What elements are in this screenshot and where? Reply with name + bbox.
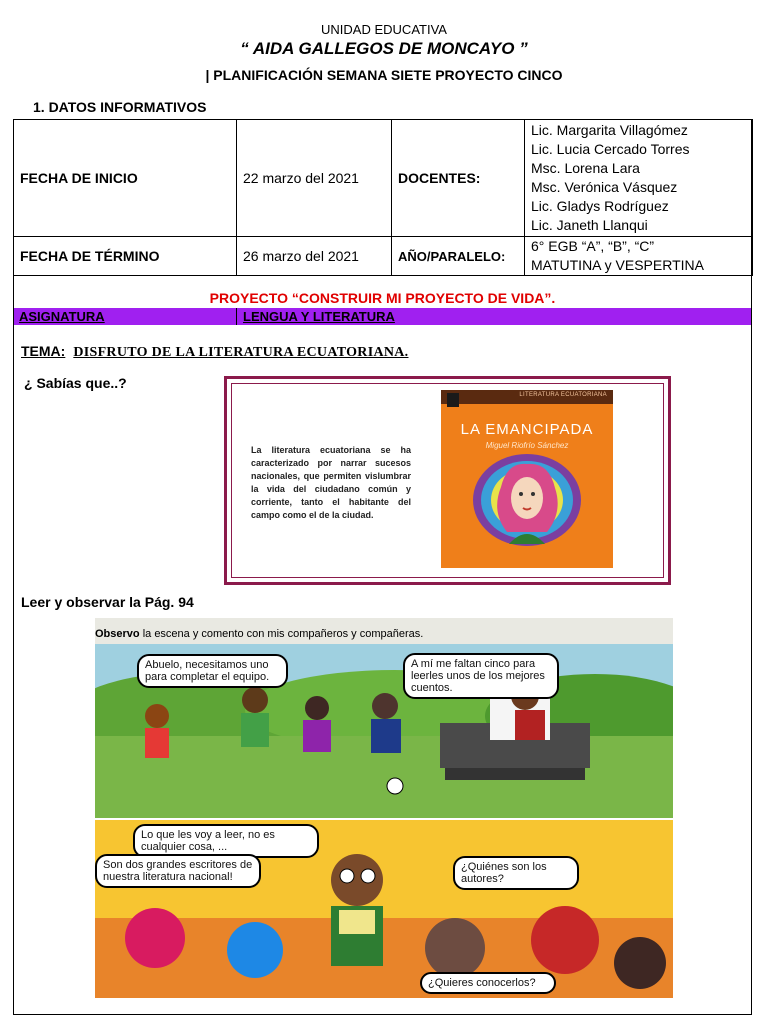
school-type: UNIDAD EDUCATIVA bbox=[321, 22, 447, 37]
grade-value bbox=[525, 237, 753, 276]
end-date-label: FECHA DE TÉRMINO bbox=[14, 237, 237, 276]
speech-bubble: ¿Quieres conocerlos? bbox=[420, 972, 556, 994]
speech-bubble: ¿Quiénes son los autores? bbox=[453, 856, 579, 890]
grade-label: AÑO/PARALELO: bbox=[392, 237, 525, 276]
grade-line: 6° EGB “A”, “B”, “C” bbox=[531, 238, 655, 254]
project-title: PROYECTO “CONSTRUIR MI PROYECTO DE VIDA”. bbox=[209, 290, 556, 306]
book-cover bbox=[441, 390, 613, 568]
teachers-list bbox=[525, 120, 753, 237]
book-illustration bbox=[471, 452, 583, 550]
grade-shift: MATUTINA y VESPERTINA bbox=[531, 257, 704, 273]
comic-instruction-bold: Observo bbox=[95, 628, 140, 640]
publisher-logo-icon bbox=[447, 393, 459, 407]
did-you-know: ¿ Sabías que..? bbox=[24, 375, 127, 391]
comic-instruction-rest: la escena y comento con mis compañeros y compañeras. bbox=[139, 628, 424, 640]
teacher-name: Msc. Lorena Lara bbox=[531, 160, 640, 176]
speech-bubble: Son dos grandes escritores de nuestra literatura nacional! bbox=[95, 854, 261, 888]
subject-value: LENGUA Y LITERATURA bbox=[243, 309, 395, 324]
section-heading: 1. DATOS INFORMATIVOS bbox=[33, 99, 207, 115]
book-header bbox=[441, 390, 613, 404]
teachers-label: DOCENTES: bbox=[392, 120, 525, 237]
subject-band bbox=[14, 308, 751, 325]
speech-bubble: Abuelo, necesitamos uno para completar el equipo. bbox=[137, 654, 288, 688]
teacher-name: Lic. Lucia Cercado Torres bbox=[531, 141, 690, 157]
info-row-end bbox=[14, 237, 753, 276]
book-title: LA EMANCIPADA bbox=[460, 421, 594, 438]
plan-title: | PLANIFICACIÓN SEMANA SIETE PROYECTO CINCO bbox=[205, 67, 563, 83]
storyteller-icon bbox=[331, 854, 383, 906]
band-divider bbox=[236, 308, 237, 325]
teacher-name: Lic. Gladys Rodríguez bbox=[531, 198, 669, 214]
info-image-frame bbox=[224, 376, 671, 585]
topic-text: DISFRUTO DE LA LITERATURA ECUATORIANA. bbox=[73, 345, 409, 360]
end-date-value: 26 marzo del 2021 bbox=[237, 237, 392, 276]
book-author: Miguel Riofrío Sánchez bbox=[485, 441, 569, 450]
book-icon bbox=[339, 910, 375, 934]
speech-bubble: A mí me faltan cinco para leerles unos de los mejores cuentos. bbox=[403, 653, 559, 699]
topic-line bbox=[21, 343, 408, 361]
subject-label: ASIGNATURA bbox=[19, 309, 105, 324]
speech-bubble: Lo que les voy a leer, no es cualquier cosa, ... bbox=[133, 824, 319, 858]
start-date-label: FECHA DE INICIO bbox=[14, 120, 237, 237]
teacher-name: Lic. Janeth Llanqui bbox=[531, 217, 648, 233]
comic-instruction bbox=[95, 628, 423, 640]
school-name: “ AIDA GALLEGOS DE MONCAYO ” bbox=[240, 39, 528, 58]
info-table bbox=[13, 119, 753, 276]
reading-instruction: Leer y observar la Pág. 94 bbox=[21, 594, 194, 610]
soccer-ball-icon bbox=[387, 778, 403, 794]
topic-label: TEMA: bbox=[21, 343, 66, 359]
info-row-start bbox=[14, 120, 753, 237]
comic-illustration bbox=[95, 618, 673, 998]
start-date-value: 22 marzo del 2021 bbox=[237, 120, 392, 237]
literature-paragraph: La literatura ecuatoriana se ha caracterizado por narrar sucesos nacionales, que permiten vislumbrar la vida del ciudadano común y corriente, tanto el habitante del campo como el de la ciudad. bbox=[251, 445, 411, 520]
teacher-name: Lic. Margarita Villagómez bbox=[531, 122, 688, 138]
face-icon bbox=[511, 477, 543, 519]
book-series: LITERATURA ECUATORIANA bbox=[519, 392, 607, 398]
teacher-name: Msc. Verónica Vásquez bbox=[531, 179, 678, 195]
